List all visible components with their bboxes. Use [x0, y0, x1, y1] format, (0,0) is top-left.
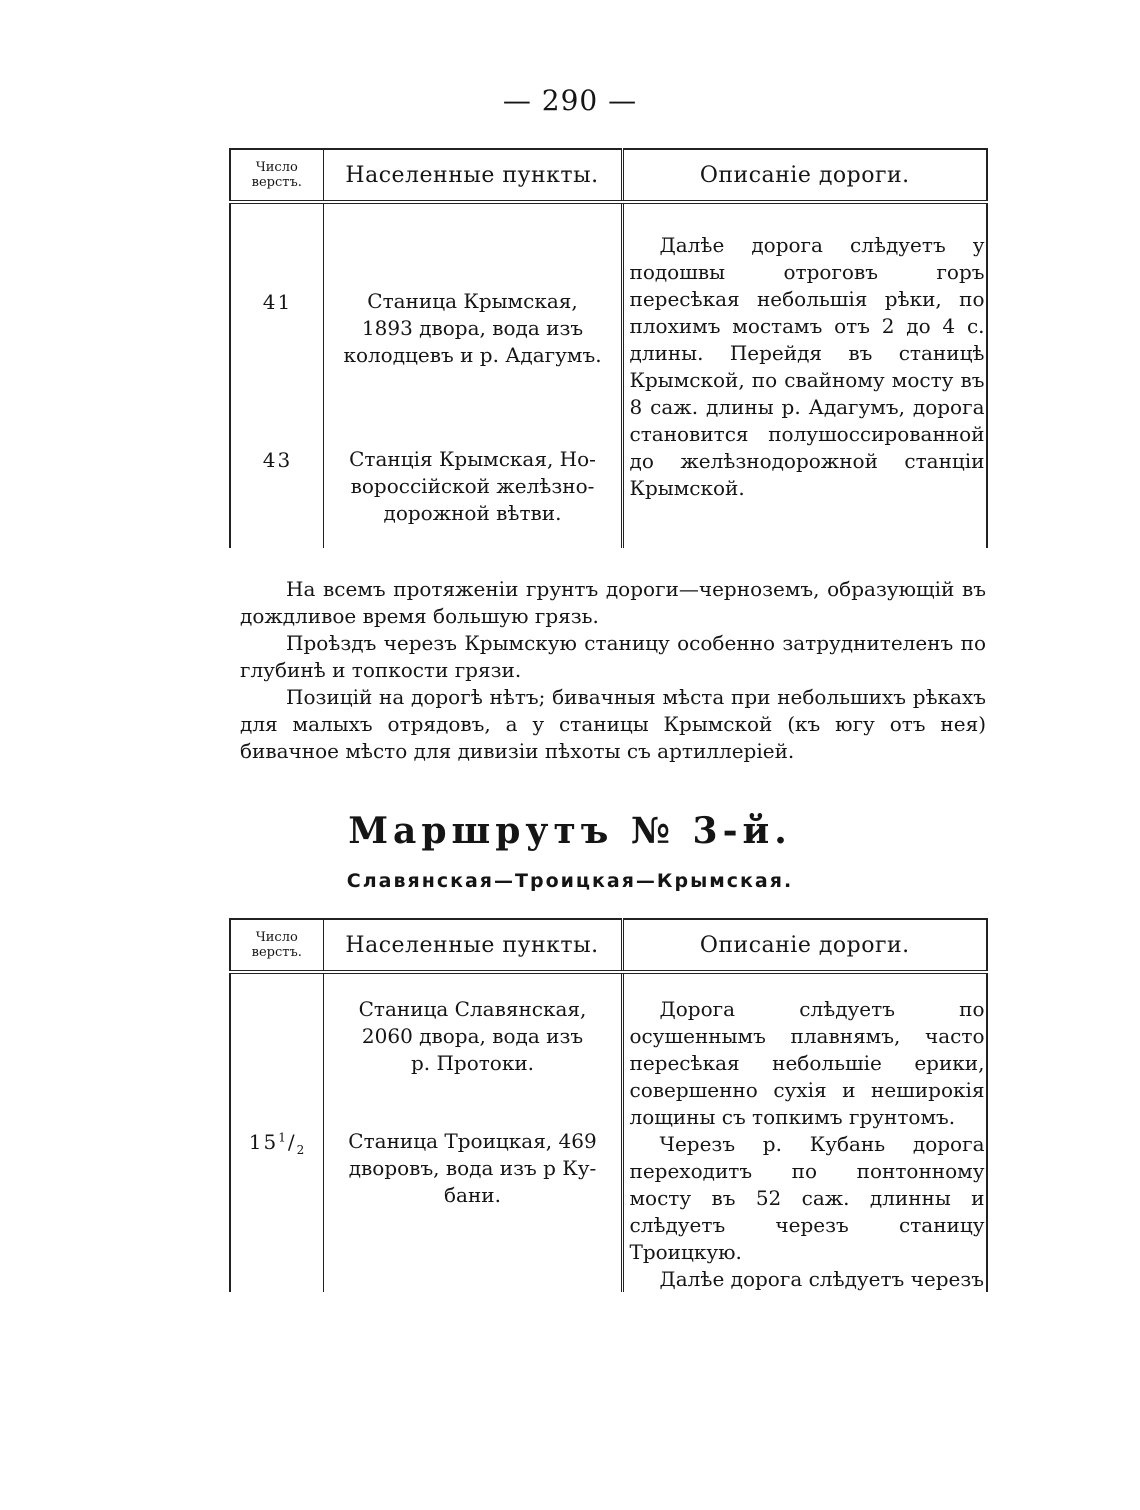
road-notes — [240, 576, 986, 765]
header-road: Описаніе дороги. — [622, 149, 987, 202]
places-column — [323, 202, 622, 548]
route-table-2 — [229, 918, 988, 1292]
header-places: Населенные пункты. — [323, 149, 622, 202]
place-entry: Станція Крымская, Но- вороссійской желѣзно- дорожной вѣтви. — [349, 447, 596, 525]
page-number: — 290 — — [502, 84, 638, 117]
route-subtitle: Славянская—Троицкая—Крымская. — [346, 870, 794, 892]
route-title: Маршрутъ № 3-й. — [348, 810, 792, 852]
note-paragraph: Проѣздъ черезъ Крымскую станицу особенно затруднителенъ по глубинѣ и топкости грязи. — [240, 631, 986, 682]
route-table-1 — [229, 148, 988, 548]
places-column — [323, 972, 622, 1292]
description-column — [622, 202, 987, 548]
note-paragraph: Позицій на дорогѣ нѣтъ; бивачныя мѣста при небольшихъ рѣкахъ для малыхъ отрядовъ, а у станицы Крымской (къ югу отъ нея) бивачное мѣсто для дивизіи пѣхоты съ артиллеріей. — [240, 685, 986, 763]
header-road: Описаніе дороги. — [622, 919, 987, 972]
road-description: Дорога слѣдуетъ по осушеннымъ плавнямъ, часто пересѣкая небольшіе ерики, совершенно сухія и неширокія лощины съ топкимъ грунтомъ. Черезъ р. Кубань дорога переходитъ по понтонному мосту въ 52 саж. длинны и слѣдуетъ черезъ станицу Троицкую. Далѣе дорога слѣдуетъ черезъ — [629, 997, 985, 1291]
header-verst — [230, 149, 323, 202]
header-verst-line1: Число — [255, 160, 298, 175]
header-places: Населенные пункты. — [323, 919, 622, 972]
place-entry: Станица Славянская, 2060 двора, вода изъ р. Протоки. — [358, 997, 587, 1075]
description-column — [622, 972, 987, 1292]
verst-value: $15^1/_2$ — [248, 1130, 307, 1157]
verst-value: 41 — [262, 290, 293, 314]
place-entry: Станица Троицкая, 469 дворовъ, вода изъ р Ку- бани. — [348, 1129, 597, 1207]
verst-value: 43 — [262, 448, 293, 472]
place-entry: Станица Крымская, 1893 двора, вода изъ колодцевъ и р. Адагумъ. — [343, 289, 602, 367]
road-description: Далѣе дорога слѣдуетъ у подошвы отроговъ горъ пересѣкая небольшія рѣки, по плохимъ мостамъ отъ 2 до 4 с. длины. Перейдя въ станицѣ Крымской, по свайному мосту въ 8 саж. длины р. Адагумъ, дорога становится полушоссированной до желѣзнодорожной станціи Крымской. — [629, 233, 985, 500]
header-verst-line2: верстъ. — [251, 175, 302, 190]
header-verst: Число верстъ. — [230, 919, 323, 972]
verst-column — [230, 972, 323, 1292]
note-paragraph: На всемъ протяженіи грунтъ дороги—черноземъ, образующій въ дождливое время большую грязь. — [240, 577, 986, 628]
verst-column — [230, 202, 323, 548]
